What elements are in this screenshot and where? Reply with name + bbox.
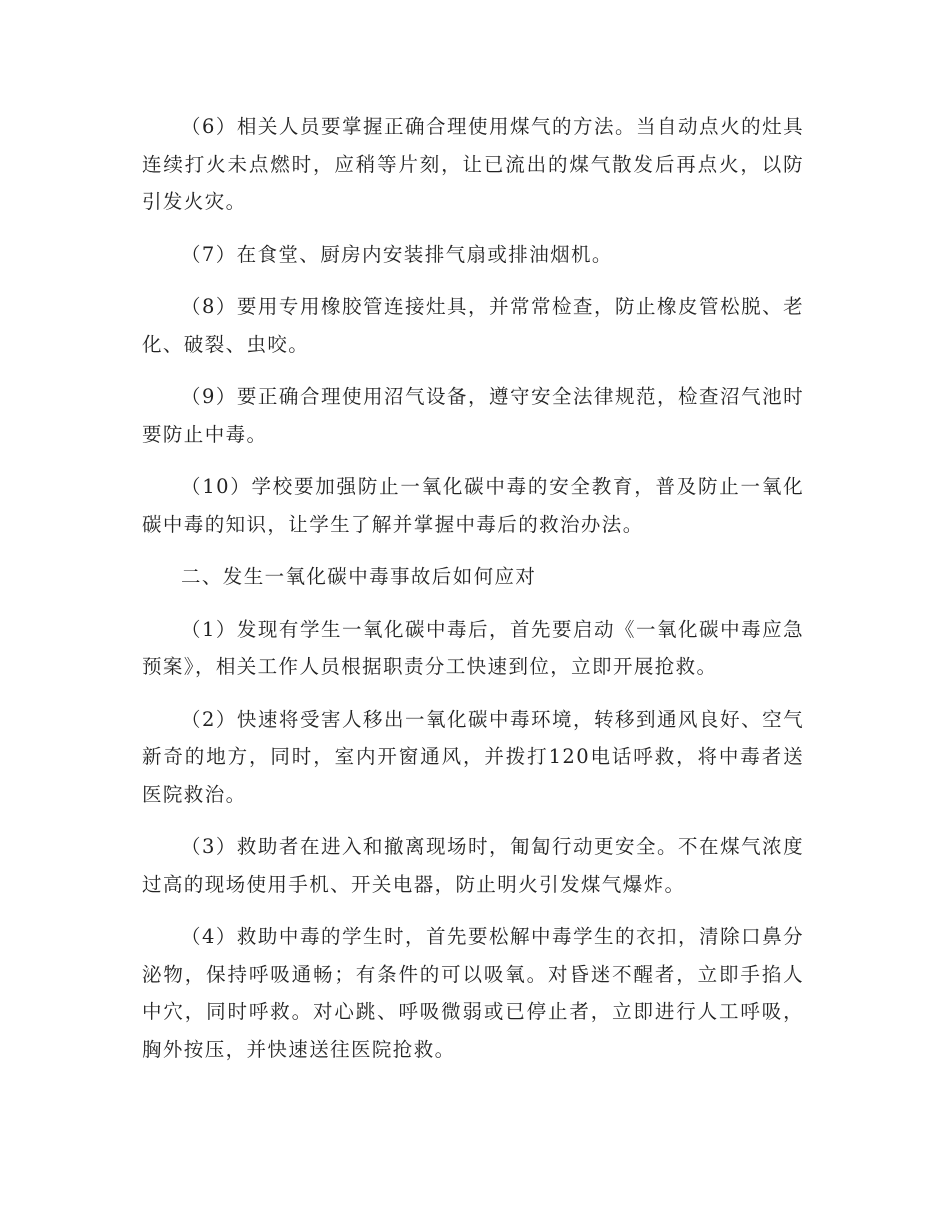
- document-body: [142, 108, 804, 1083]
- paragraph-item-9: （9）要正确合理使用沼气设备，遵守安全法律规范，检查沼气池时要防止中毒。: [142, 385, 804, 446]
- paragraph-item-7: （7）在食堂、厨房内安装排气扇或排油烟机。: [181, 242, 613, 266]
- response-item-1: （1）发现有学生一氧化碳中毒后，首先要启动《一氧化碳中毒应急预案》，相关工作人员根据职责分工快速到位，立即开展抢救。: [142, 617, 804, 678]
- section-heading: 二、发生一氧化碳中毒事故后如何应对: [181, 565, 537, 588]
- response-item-2: （2）快速将受害人移出一氧化碳中毒环境，转移到通风良好、空气新奇的地方，同时，室内开窗通风，并拨打120电话呼救，将中毒者送医院救治。: [142, 707, 804, 806]
- response-item-3: （3）救助者在进入和撤离现场时，匍匐行动更安全。不在煤气浓度过高的现场使用手机、开关电器，防止明火引发煤气爆炸。: [142, 835, 804, 896]
- response-item-4: （4）救助中毒的学生时，首先要松解中毒学生的衣扣，清除口鼻分泌物，保持呼吸通畅；有条件的可以吸氧。对昏迷不醒者，立即手掐人中穴，同时呼救。对心跳、呼吸微弱或已停止者，立即进行人工呼吸，胸外按压，并快速送往医院抢救。: [142, 925, 804, 1061]
- paragraph-item-6: （6）相关人员要掌握正确合理使用煤气的方法。当自动点火的灶具连续打火未点燃时，应稍等片刻，让已流出的煤气散发后再点火，以防引发火灾。: [142, 115, 804, 213]
- paragraph-item-8: （8）要用专用橡胶管连接灶具，并常常检查，防止橡皮管松脱、老化、破裂、虫咬。: [142, 295, 804, 356]
- paragraph-item-10: （10）学校要加强防止一氧化碳中毒的安全教育，普及防止一氧化碳中毒的知识，让学生了解并掌握中毒后的救治办法。: [142, 475, 804, 536]
